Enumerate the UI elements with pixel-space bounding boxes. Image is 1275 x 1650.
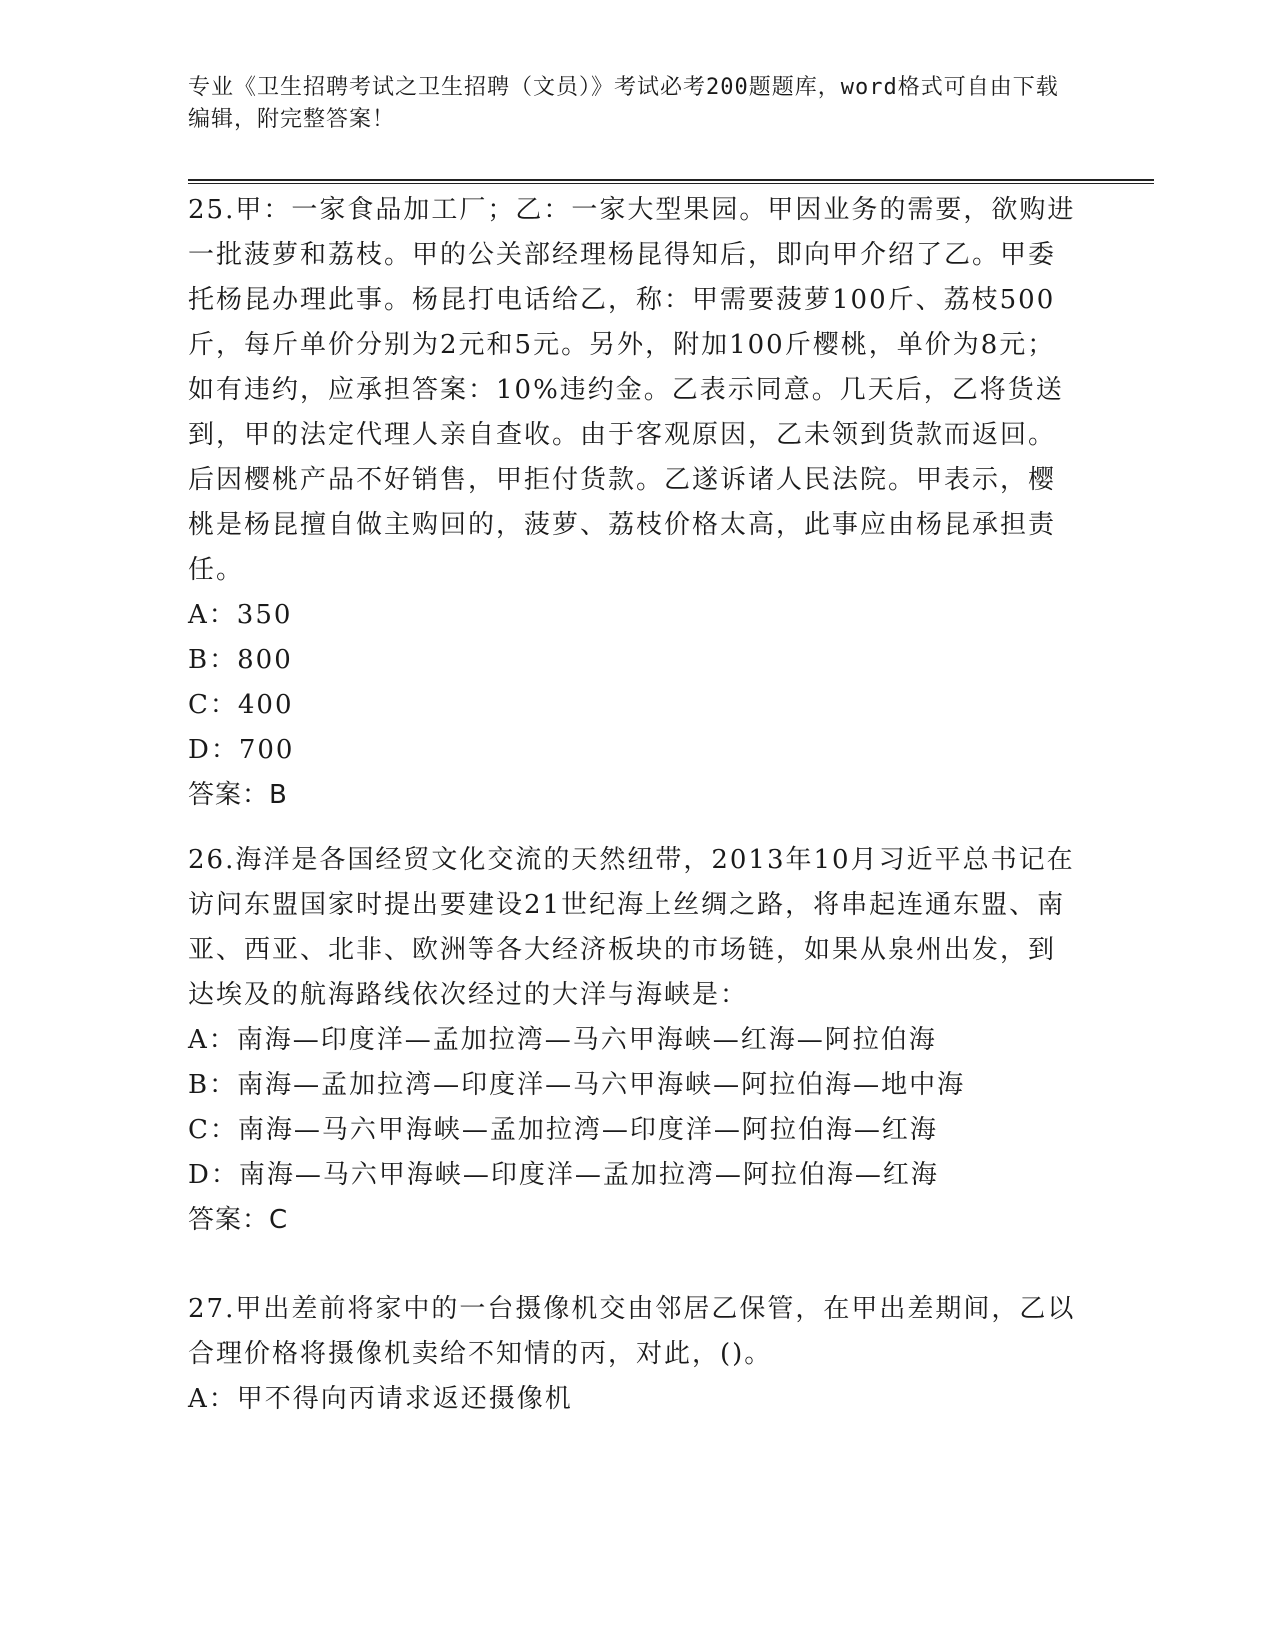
header-text: 专业《卫生招聘考试之卫生招聘（文员）》考试必考200题题库，word格式可自由下载编辑，附完整答案！ bbox=[188, 75, 1059, 132]
page-header bbox=[188, 72, 1068, 136]
question-26 bbox=[188, 838, 1078, 1243]
question-25 bbox=[188, 188, 1078, 818]
option-a: A：南海—印度洋—孟加拉湾—马六甲海峡—红海—阿拉伯海 bbox=[188, 1025, 937, 1055]
option-c: C：南海—马六甲海峡—孟加拉湾—印度洋—阿拉伯海—红海 bbox=[188, 1115, 938, 1145]
option-a: A：350 bbox=[188, 600, 293, 630]
question-stem: 26.海洋是各国经贸文化交流的天然纽带，2013年10月习近平总书记在访问东盟国家时提出要建设21世纪海上丝绸之路，将串起连通东盟、南亚、西亚、北非、欧洲等各大经济板块的市场链，如果从泉州出发，到达埃及的航海路线依次经过的大洋与海峡是： bbox=[188, 845, 1075, 1010]
question-stem: 27.甲出差前将家中的一台摄像机交由邻居乙保管，在甲出差期间，乙以合理价格将摄像机卖给不知情的丙，对此，()。 bbox=[188, 1294, 1076, 1369]
option-d: D：南海—马六甲海峡—印度洋—孟加拉湾—阿拉伯海—红海 bbox=[188, 1160, 939, 1190]
header-rule-thin bbox=[188, 183, 1154, 184]
option-c: C：400 bbox=[188, 690, 294, 720]
question-stem: 25.甲：一家食品加工厂；乙：一家大型果园。甲因业务的需要，欲购进一批菠萝和荔枝。甲的公关部经理杨昆得知后，即向甲介绍了乙。甲委托杨昆办理此事。杨昆打电话给乙，称：甲需要菠萝100斤、荔枝500斤，每斤单价分别为2元和5元。另外，附加100斤樱桃，单价为8元；如有违约，应承担答案：10%违约金。乙表示同意。几天后，乙将货送到，甲的法定代理人亲自查收。由于客观原因，乙未领到货款而返回。后因樱桃产品不好销售，甲拒付货款。乙遂诉诸人民法院。甲表示，樱桃是杨昆擅自做主购回的，菠萝、荔枝价格太高，此事应由杨昆承担责任。 bbox=[188, 195, 1076, 585]
question-27 bbox=[188, 1287, 1078, 1422]
option-b: B：800 bbox=[188, 645, 293, 675]
header-rule bbox=[188, 179, 1154, 181]
answer: 答案：C bbox=[188, 1205, 289, 1235]
option-b: B：南海—孟加拉湾—印度洋—马六甲海峡—阿拉伯海—地中海 bbox=[188, 1070, 966, 1100]
option-a: A：甲不得向丙请求返还摄像机 bbox=[188, 1384, 573, 1414]
answer: 答案：B bbox=[188, 780, 288, 810]
option-d: D：700 bbox=[188, 735, 295, 765]
